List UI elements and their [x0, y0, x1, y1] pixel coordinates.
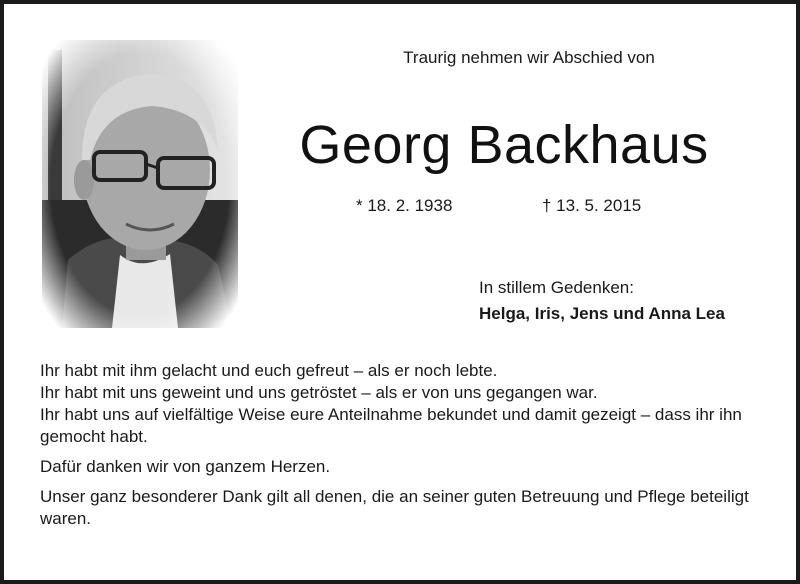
portrait-photo	[42, 40, 238, 328]
paragraph: Ihr habt mit ihm gelacht und euch gefreut – als er noch lebte.	[40, 361, 498, 380]
paragraph: Ihr habt mit uns geweint und uns getröstet – als er von uns gegangen war.	[40, 383, 598, 402]
deceased-name: Georg Backhaus	[299, 115, 709, 175]
birth-date: * 18. 2. 1938	[356, 196, 453, 215]
remembrance-label: In stillem Gedenken:	[479, 278, 634, 297]
family-names: Helga, Iris, Jens und Anna Lea	[479, 304, 725, 323]
intro-text: Traurig nehmen wir Abschied von	[403, 48, 655, 67]
thanks-text	[40, 360, 775, 530]
death-date: † 13. 5. 2015	[542, 196, 642, 215]
paragraph: Dafür danken wir von ganzem Herzen.	[40, 457, 331, 476]
paragraph: Ihr habt uns auf vielfältige Weise eure Anteilnahme bekundet und damit gezeigt – dass ihr ihn gemocht habt.	[40, 405, 742, 446]
paragraph: Unser ganz besonderer Dank gilt all denen, die an seiner guten Betreuung und Pflege beteiligt waren.	[40, 487, 749, 528]
